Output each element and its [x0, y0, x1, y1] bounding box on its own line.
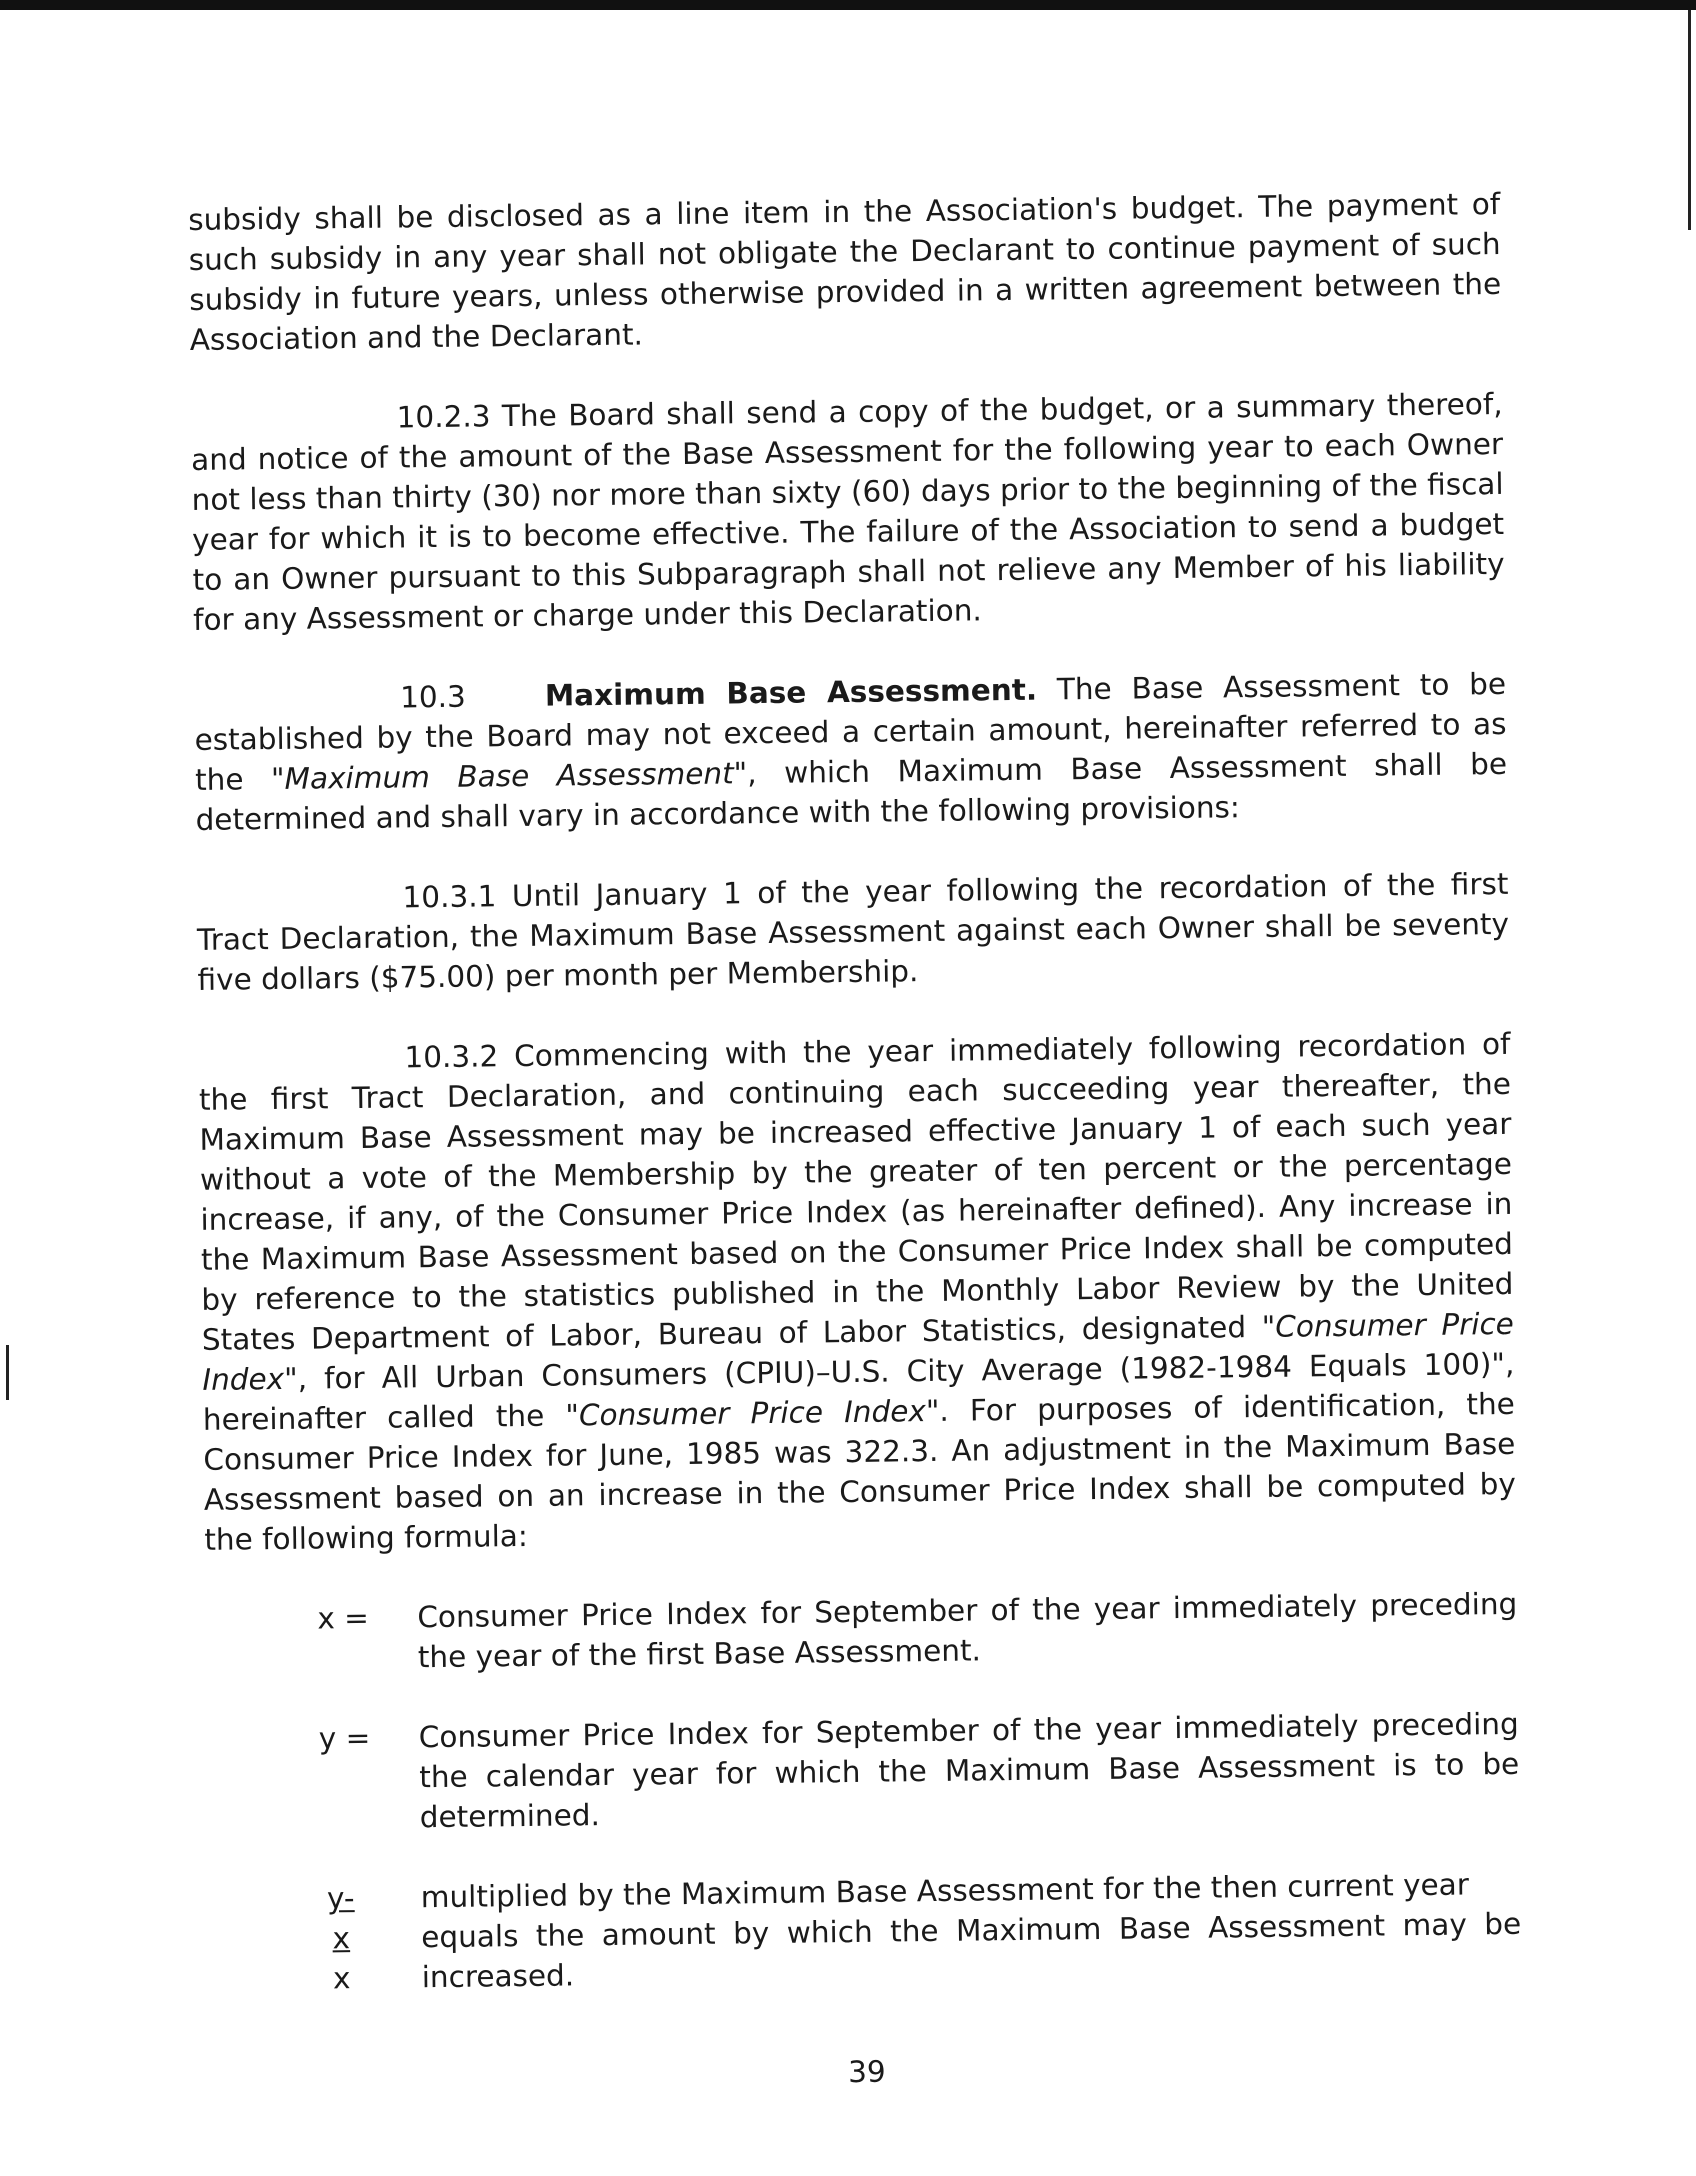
paragraph-10-3-2	[198, 1024, 1516, 1560]
formula-x-label: x =	[317, 1600, 370, 1636]
paragraph-10-3	[194, 664, 1508, 840]
formula-fraction	[209, 1864, 1522, 2000]
text-part-a: 10.3.2 Commencing with the year immediately following recordation of the first Tract Declaration, and continuing each succeeding year thereafter, the Maximum Base Assessment may be increased effective January 1 of each such year without a vote of the Membership by the greater of ten percent or the percentage increase, if any, of the Consumer Price Index (as hereinafter defined). Any increase in the Maximum Base Assessment based on the Consumer Price Index shall be computed by reference to the statistics published in the Monthly Labor Review by the United States Department of Labor, Bureau of Labor Statistics, designated	[198, 1026, 1514, 1357]
section-text-a: The Base Assessment to be established by the Board may not exceed a certain amount, hereinafter referred to as the	[194, 666, 1507, 797]
fraction-denominator: x	[332, 1961, 351, 1996]
defined-term: "Maximum Base Assessment"	[270, 756, 748, 797]
scan-left-edge-mark	[6, 1345, 9, 1400]
formula-fraction-text	[421, 1864, 1522, 1997]
section-number: 10.3	[399, 679, 466, 715]
document-page	[188, 184, 1523, 2100]
formula-fraction-line-1: multiplied by the Maximum Base Assessment for the then current year	[420, 1867, 1470, 1915]
defined-term-cpi-1: "Consumer Price Index"	[202, 1306, 1515, 1397]
section-heading: Maximum Base Assessment.	[544, 672, 1038, 713]
formula-x-definition	[205, 1584, 1518, 1680]
paragraph-subsidy: subsidy shall be disclosed as a line item in the Association's budget. The payment of such subsidy in any year shall not obligate the Declarant to continue payment of such subsidy in future years, unless otherwise provided in a written agreement between the Association and the Declarant.	[188, 186, 1502, 357]
scan-top-border	[0, 0, 1696, 10]
page-number: 39	[847, 2054, 886, 2090]
formula-x-text: Consumer Price Index for September of the year immediately preceding the year of the first Base Assessment.	[417, 1586, 1518, 1675]
paragraph-10-3-1: 10.3.1 Until January 1 of the year following the recordation of the first Tract Declaration, the Maximum Base Assessment against each Owner shall be seventy five dollars ($75.00) per month per Membership.	[196, 866, 1510, 997]
text-part-c: . For purposes of identification, the Consumer Price Index for June, 1985 was 322.3. An adjustment in the Maximum Base Assessment based on an increase in the Consumer Price Index shall be computed by the following formula:	[203, 1386, 1516, 1557]
paragraph-10-2-3: 10.2.3 The Board shall send a copy of the budget, or a summary thereof, and notice of the amount of the Base Assessment for the following year to each Owner not less than thirty (30) nor more than sixty (60) days prior to the beginning of the fiscal year for which it is to become effective. The failure of the Association to send a budget to an Owner pursuant to this Subparagraph shall not relieve any Member of his liability for any Assessment or charge under this Declaration.	[190, 386, 1505, 637]
scan-right-edge-mark	[1688, 10, 1691, 230]
formula-y-label: y =	[318, 1720, 371, 1756]
defined-term-cpi-2: "Consumer Price Index"	[565, 1393, 940, 1433]
text-part-b: , for All Urban Consumers (CPIU)–U.S. City Average (1982-1984 Equals 100)", hereinafter called the	[202, 1346, 1515, 1437]
fraction-numerator: y-x	[326, 1881, 355, 1956]
section-text-b: , which Maximum Base Assessment shall be determined and shall vary in accordance with the following provisions:	[195, 746, 1508, 837]
formula-fraction-line-2: equals the amount by which the Maximum Base Assessment may be increased.	[421, 1906, 1522, 1995]
fraction	[209, 1877, 422, 2000]
formula-y-text: Consumer Price Index for September of the year immediately preceding the calendar year for which the Maximum Base Assessment is to be determined.	[418, 1706, 1520, 1835]
formula-y-definition	[207, 1704, 1520, 1840]
